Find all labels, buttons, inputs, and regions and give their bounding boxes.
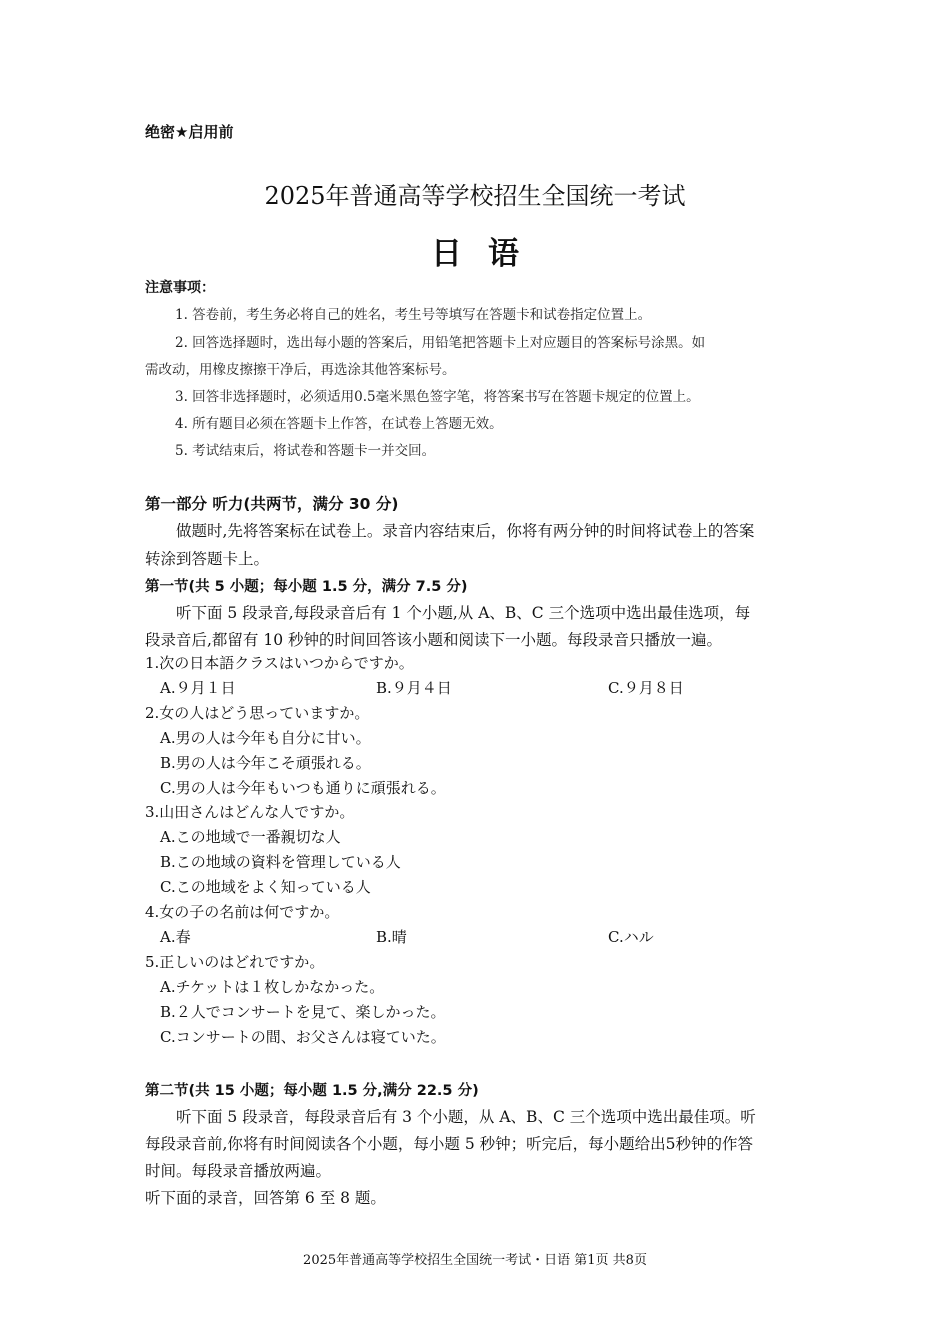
subject-title: 日语 — [431, 236, 545, 272]
notice-item: 1. 答卷前，考生务必将自己的姓名，考生号等填写在答题卡和试卷指定位置上。 — [175, 307, 652, 323]
question-stem: 5.正しいのはどれですか。 — [145, 953, 325, 971]
question-option: A.チケットは１枚しかなかった。 — [160, 978, 385, 996]
section1-intro: 段录音后,都留有 10 秒钟的时间回答该小题和阅读下一小题。每段录音只播放一遍。 — [145, 631, 723, 649]
notice-item: 2. 回答选择题时，选出每小题的答案后，用铅笔把答题卡上对应题目的答案标号涂黑。如 — [175, 335, 706, 351]
question-option: C.ハル — [608, 928, 654, 946]
question-option: B.男の人は今年こそ頑張れる。 — [160, 754, 371, 772]
section2-instruction: 听下面的录音，回答第 6 至 8 题。 — [145, 1189, 386, 1207]
notice-heading: 注意事项： — [145, 280, 215, 296]
question-option: A.男の人は今年も自分に甘い。 — [160, 729, 371, 747]
section2-intro: 每段录音前,你将有时间阅读各个小题，每小题 5 秒钟；听完后，每小题给出5秒钟的作答 — [145, 1135, 754, 1153]
question-option: B.９月４日 — [376, 679, 452, 697]
question-stem: 1.次の日本語クラスはいつからですか。 — [145, 654, 414, 672]
question-option: A.春 — [160, 928, 191, 946]
part1-intro: 转涂到答题卡上。 — [145, 550, 270, 568]
notice-item: 3. 回答非选择题时，必须适用0.5毫米黑色签字笔，将答案书写在答题卡规定的位置上。 — [175, 389, 700, 405]
section2-intro: 时间。每段录音播放两遍。 — [145, 1162, 332, 1180]
question-stem: 2.女の人はどう思っていますか。 — [145, 704, 370, 722]
secret-label: 绝密★启用前 — [145, 123, 234, 141]
question-option: C.９月８日 — [608, 679, 684, 697]
page-footer: 2025年普通高等学校招生全国统一考试・日语 第1页 共8页 — [303, 1253, 647, 1268]
question-option: A.９月１日 — [160, 679, 236, 697]
question-option: C.この地域をよく知っている人 — [160, 878, 371, 896]
section1-heading: 第一节(共 5 小题；每小题 1.5 分，满分 7.5 分) — [145, 579, 468, 595]
section2-intro: 听下面 5 段录音，每段录音后有 3 个小题，从 A、B、C 三个选项中选出最佳项。听 — [176, 1108, 756, 1126]
notice-item: 5. 考试结束后，将试卷和答题卡一并交回。 — [175, 443, 436, 459]
part1-heading: 第一部分 听力(共两节，满分 30 分) — [145, 495, 399, 513]
question-option: C.コンサートの間、お父さんは寝ていた。 — [160, 1028, 446, 1046]
section1-intro: 听下面 5 段录音,每段录音后有 1 个小题,从 A、B、C 三个选项中选出最佳选项，每 — [176, 604, 751, 622]
question-option: B.２人でコンサートを見て、楽しかった。 — [160, 1003, 446, 1021]
part1-intro: 做题时,先将答案标在试卷上。录音内容结束后，你将有两分钟的时间将试卷上的答案 — [176, 522, 755, 540]
question-option: C.男の人は今年もいつも通りに頑張れる。 — [160, 779, 446, 797]
question-option: A.この地域で一番親切な人 — [160, 828, 341, 846]
notice-item: 需改动，用橡皮擦擦干净后，再选涂其他答案标号。 — [145, 362, 456, 378]
section2-heading: 第二节(共 15 小题；每小题 1.5 分,满分 22.5 分) — [145, 1083, 479, 1099]
exam-title: 2025年普通高等学校招生全国统一考试 — [264, 182, 686, 210]
question-option: B.この地域の資料を管理している人 — [160, 853, 401, 871]
question-stem: 3.山田さんはどんな人ですか。 — [145, 803, 355, 821]
question-stem: 4.女の子の名前は何ですか。 — [145, 903, 340, 921]
question-option: B.晴 — [376, 928, 407, 946]
notice-item: 4. 所有题目必须在答题卡上作答，在试卷上答题无效。 — [175, 416, 503, 432]
